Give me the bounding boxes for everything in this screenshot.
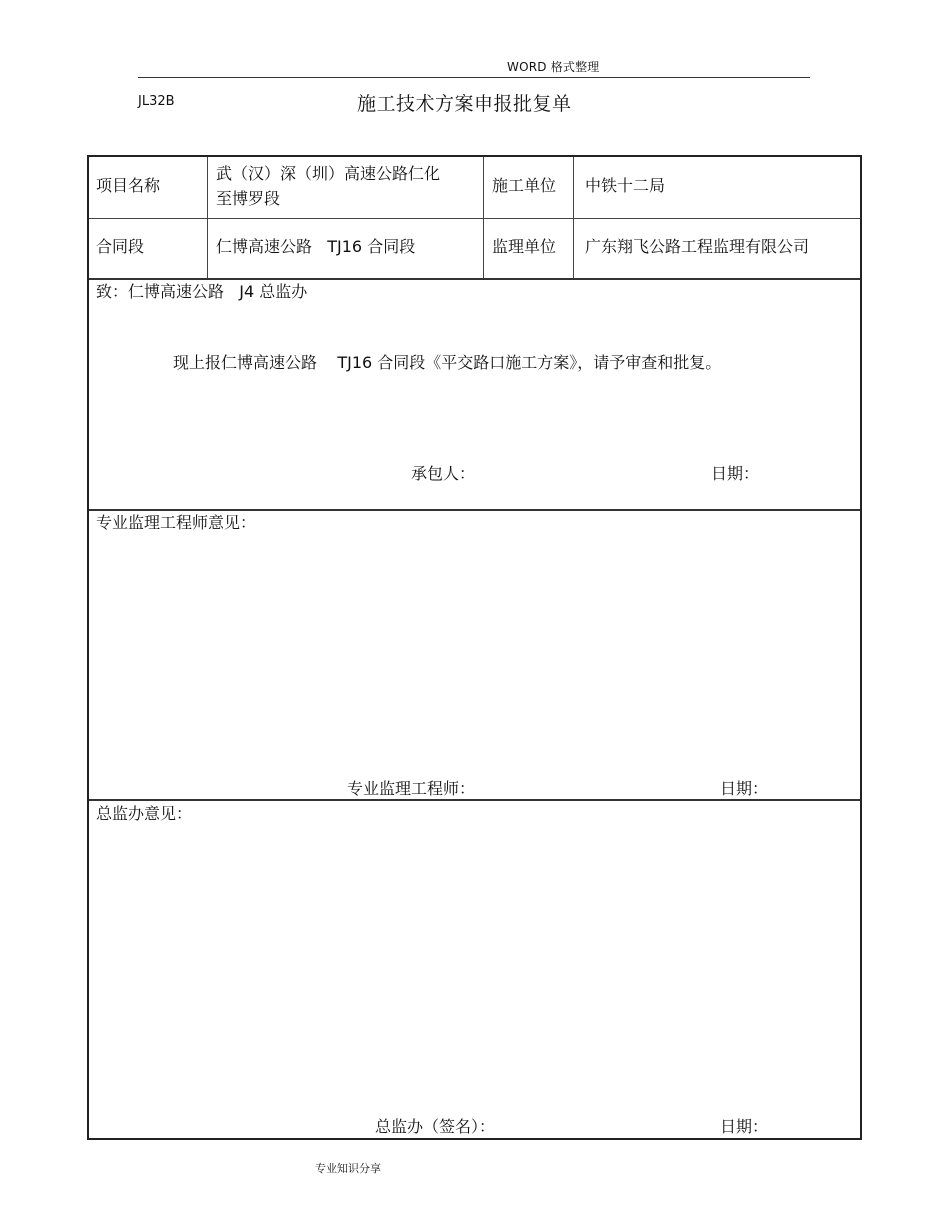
contractor-label: 承包人： — [411, 464, 476, 483]
form-title: 施工技术方案申报批复单 — [357, 93, 572, 115]
project-name-label: 项目名称 — [96, 176, 161, 195]
project-name-value-line2: 至博罗段 — [216, 189, 281, 208]
construction-unit-label: 施工单位 — [492, 176, 557, 195]
engineer-opinion-heading: 专业监理工程师意见： — [96, 513, 257, 532]
submission-body: 现上报仁博高速公路 TJ16 合同段《平交路口施工方案》，请予审查和批复。 — [173, 353, 722, 372]
page-header: WORD 格式整理 — [507, 60, 600, 74]
row-divider-1 — [89, 218, 860, 219]
construction-unit-value: 中铁十二局 — [585, 176, 666, 195]
contract-section-label: 合同段 — [96, 237, 145, 256]
contract-section-value: 仁博高速公路 TJ16 合同段 — [216, 237, 416, 256]
engineer-date-label: 日期： — [720, 779, 769, 798]
supervision-unit-value: 广东翔飞公路工程监理有限公司 — [585, 237, 810, 256]
project-name-value-line1: 武（汉）深（圳）高速公路仁化 — [216, 164, 441, 183]
header-rule — [138, 77, 810, 78]
chief-date-label: 日期： — [720, 1117, 769, 1136]
supervision-unit-label: 监理单位 — [492, 237, 557, 256]
page-footer: 专业知识分享 — [315, 1162, 381, 1175]
form-table — [87, 155, 862, 1140]
form-code: JL32B — [138, 94, 175, 109]
submission-date-label: 日期： — [711, 464, 760, 483]
chief-signature-label: 总监办（签名）： — [375, 1117, 496, 1136]
chief-opinion-heading: 总监办意见： — [96, 804, 193, 823]
engineer-signature-label: 专业监理工程师： — [347, 779, 476, 798]
addressee: 致：仁博高速公路 J4 总监办 — [96, 282, 308, 301]
